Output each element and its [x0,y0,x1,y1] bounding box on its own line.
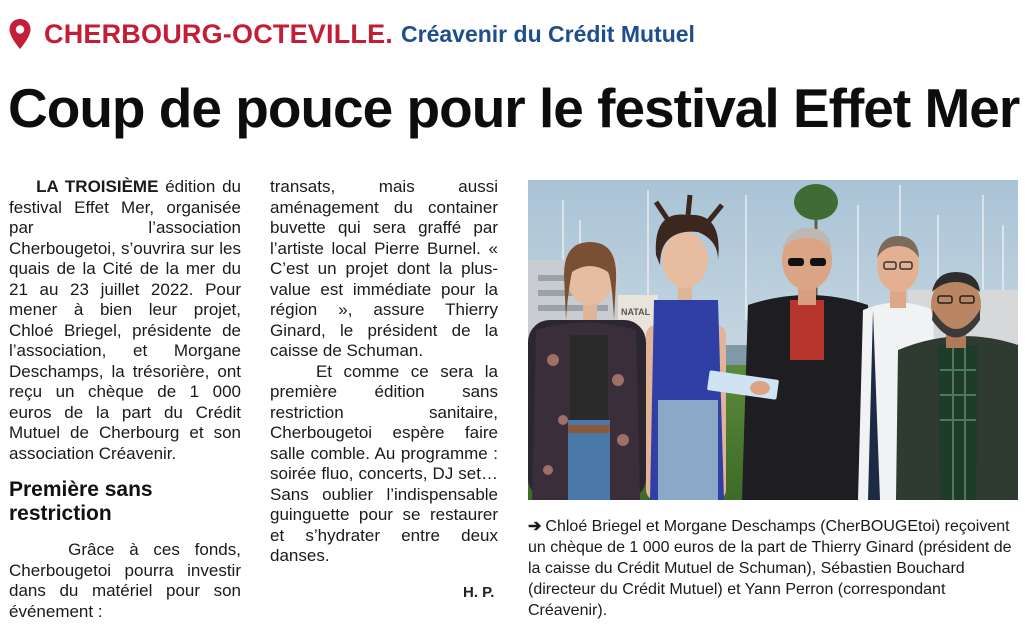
caption-text: Chloé Briegel et Morgane Deschamps (CherBOUGEtoi) reçoivent un chèque de 1 000 euros de la part de Thierry Ginard (président de la caisse du Crédit Mutuel de Schuman), Sébastien Bouchard (directeur du Crédit Mutuel) et Yann Perron (correspondant Créavenir). [528,518,1012,619]
article-paragraph-3 [270,362,498,567]
author-signature: H. P. [463,584,495,601]
lead-word: LA TROISIÈME [36,177,159,196]
person-2 [646,195,726,500]
article-header [8,16,695,52]
paragraph-3-text: Et comme ce sera la première édition sans restriction sanitaire, Cherbougetoi espère faire salle comble. Au programme : soirée fluo, concerts, DJ set… Sans oublier l’indispensable guinguette pour se restaurer et s’hydrater entre deux danses. [270,361,498,565]
sign-text: NATAL [621,307,651,317]
article-column-1 [9,177,241,464]
article-column-2 [270,177,498,567]
article-subheading: Première sans restriction [9,478,153,525]
article-paragraph-2-start [9,540,241,622]
location-label: CHERBOURG-OCTEVILLE. [44,18,394,49]
article-paragraph-1 [9,177,241,464]
location-pin-icon [8,18,32,50]
arrow-right-icon: ➔ [528,518,542,535]
paragraph-1-text: édition du festival Effet Mer, organisée par l’association Cherbougetoi, s’ouvrira sur les quais de la Cité de la mer du 21 au 23 juillet 2022. Pour mener à bien leur projet, Chloé Briegel, présidente de l’association, et Morgane Deschamps, la trésorière, ont reçu un chèque de 1 000 euros de la part du Crédit Mutuel de Cherbourg et son association Créavenir. [9,177,241,463]
headline: Coup de pouce pour le festival Effet Mer [8,77,1020,139]
sponsor-label: Créavenir du Crédit Mutuel [401,20,695,47]
paragraph-2-start-text: Grâce à ces fonds, Cherbougetoi pourra investir dans du matériel pour son événement : [9,540,241,621]
article-column-1-bottom [9,540,241,622]
article-paragraph-2-end: transats, mais aussi aménagement du container buvette qui sera graffé par l’artiste local Pierre Burnel. « C’est un projet dont la plus-value est immédiate pour la région », assure Thierry Ginard, le président de la caisse de Schuman. [270,177,498,360]
group-photo-illustration [528,180,1018,500]
photo-caption [528,516,1020,621]
article-photo [528,180,1018,500]
